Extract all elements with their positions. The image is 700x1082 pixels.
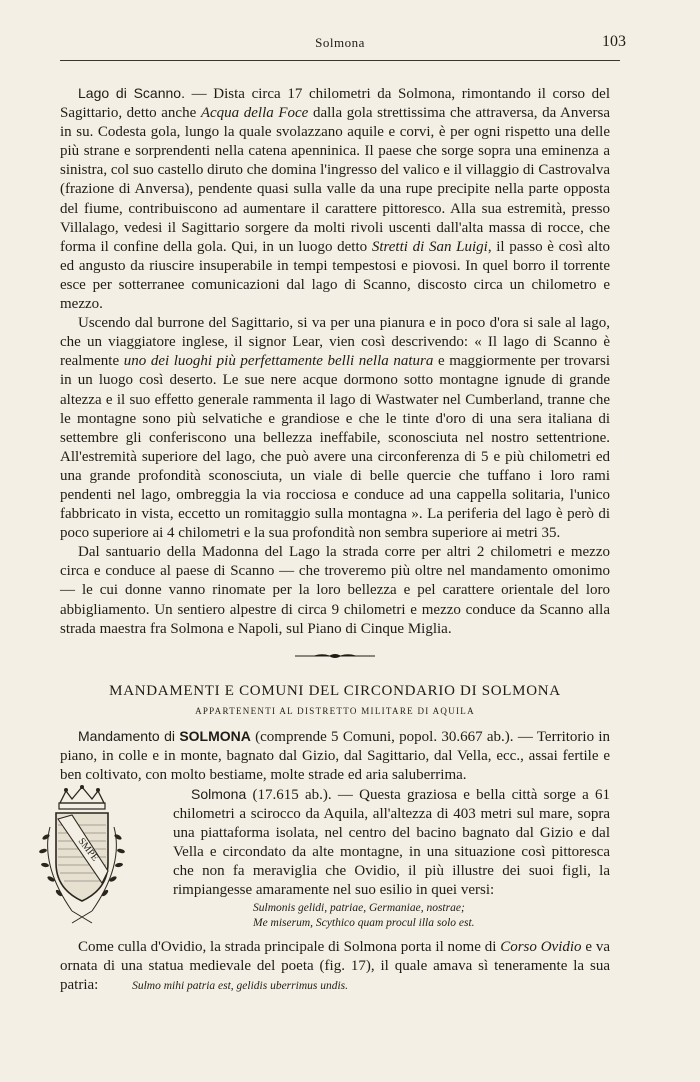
header-rule [60,60,620,61]
paragraph-solmona [173,785,610,901]
mandamento-label: Mandamento di [78,727,176,744]
italic-term: Stretti di San Luigi [371,238,488,255]
emblem-row [60,785,610,932]
italic-street: Corso Ovidio [500,938,582,955]
page-number: 103 [602,33,626,50]
ovid-verse [253,901,610,932]
italic-term: Acqua della Foce [200,105,309,122]
text-run: e maggiormente per trovarsi in un luogo così deserto. Le sue nere acque dormono sotto montagne ignude di grande altezza e il suo effetto generale rammenta il lago di Wastwater nel Cumberland, tranne che le montagne sono più selvatiche e grandiose e che le tinte d'oro di una sera italiana di settembre gli conferiscono una bellezza ineffabile, sconosciuta nel nostro settentrione. All'estremità superiore del lago, che può avere una circonferenza di 5 e più chilometri ed una grande profondità sconosciuta, un viale di belle quercie che tuffano i loro rami pendenti nel lago, ombreggia la via rocciosa e conduce ad una cappella solitaria, l'unico fabbricato in vista, eccetto un romitaggio sulla montagna ». La periferia del lago è però di poco superiore ai 4 chilometri e la sua profondità non sembra superiore ai metri 35. [60,353,610,542]
text-run: Uscendo dal burrone del Sagittario, si va per una pianura e in poco d'ora si sale al lago, che un viaggiatore inglese, il signor Lear, vien così descrivendo: « Il lago di Scanno è realmente [60,315,610,370]
solmona-entry [173,785,610,901]
verse-line: Me miserum, Scythico quam procul illa solo est. [253,917,475,930]
text-run: — Dista circa 17 chilometri da Solmona, rimontando il corso del Sagittario, detto anche [60,86,611,122]
text-run: (17.615 ab.). — Questa graziosa e bella città sorge a 61 chilometri a scirocco da Aquila, all'altezza di 403 metri sul mare, sopra una piattaforma isolata, nel centro del bacino bagnato dal Gizio e dal Vella e circondato da alte montagne, in una situazione così pittoresca che non fa meraviglia che Ovidio, il più illustre dei suoi figli, la rimpiangesse amaramente nel suo esilio in quei versi: [173,787,610,899]
page-body [60,84,610,996]
mandamento-name: SOLMONA [179,727,251,744]
running-title: Solmona [315,35,365,50]
paragraph-mandamento [60,727,610,785]
text-run: , il passo è così alto ed angusto da riuscire insuperabile in tempi tempestosi e piovosi. In quel borro il torrente esce per sotterranee comunicazioni dal lago di Scanno, discosto circa un chilometro e mezzo. [60,238,610,313]
inline-verse: Sulmo mihi patria est, gelidis uberrimus undis. [132,979,349,992]
text-run: (comprende 5 Comuni, popol. 30.667 ab.). — Territorio in piano, in colle e in monte, bagnato dal Gizio, dal Sagittario, dal Vella, ecc., assai fertile e ben coltivato, con molto bestiame, molte strade ed aria saluberrima. [60,728,611,783]
coat-of-arms-icon [22,785,142,939]
italic-quote: uno dei luoghi più perfettamente belli nella natura [123,353,434,370]
running-head [60,33,626,53]
section-heading-lago: Lago di Scanno. [78,85,185,101]
paragraph-lago-2 [60,314,610,543]
section-title: MANDAMENTI E COMUNI DEL CIRCONDARIO DI SOLMONA [109,682,561,699]
paragraph-lago-3: Dal santuario della Madonna del Lago la strada corre per altri 2 chilometri e mezzo circa e conduce al paese di Scanno — che troveremo più oltre nel mandamento omonimo — le cui donne vanno rinomate per la loro bellezza e pel carattere orientale del loro abbigliamento. Un sentiero alpestre di circa 9 chilometri e mezzo conduce da Scanno alla strada maestra fra Solmona e Napoli, sul Piano di Cinque Miglia. [60,544,610,637]
text-run: e va ornata di una statua medievale del poeta (fig. 17), il quale amava sì teneramente la sua patria: [60,938,610,993]
city-name: Solmona [191,786,247,802]
text-run: Come culla d'Ovidio, la strada principale di Solmona porta il nome di [78,938,497,955]
paragraph-lago-1 [60,84,610,314]
paragraph-corso-ovidio [60,938,610,996]
text-run: dalla gola strettissima che attraversa, da Anversa in su. Codesta gola, lungo la quale svolazzano aquile e corvi, è per ogni rispetto una delle più strane e sorprendenti nella catena apenninica. Il paese che sorge sopra una eminenza a sinistra, col suo castello diruto che domina l'ingresso del valico e il villaggio di Castrovalva (frazione di Anversa), pendente quasi sulla valle da una rupe precipite nella parte opposta del fiume, contribuiscono ad aumentare il carattere pittoresco. Alla sua estremità, presso Villalago, vedesi il Sagittario sorgere da molti rivoli uscenti dall'alta massa di rocce, che forma il confine della gola. Qui, in un luogo detto [60,105,611,255]
ornament-divider-icon [295,651,375,661]
verse-line: Sulmonis gelidi, patriae, Germaniae, nostrae; [253,901,465,914]
section-subtitle: APPARTENENTI AL DISTRETTO MILITARE DI AQUILA [195,705,475,716]
emblem-motto: SMPE [75,836,101,864]
